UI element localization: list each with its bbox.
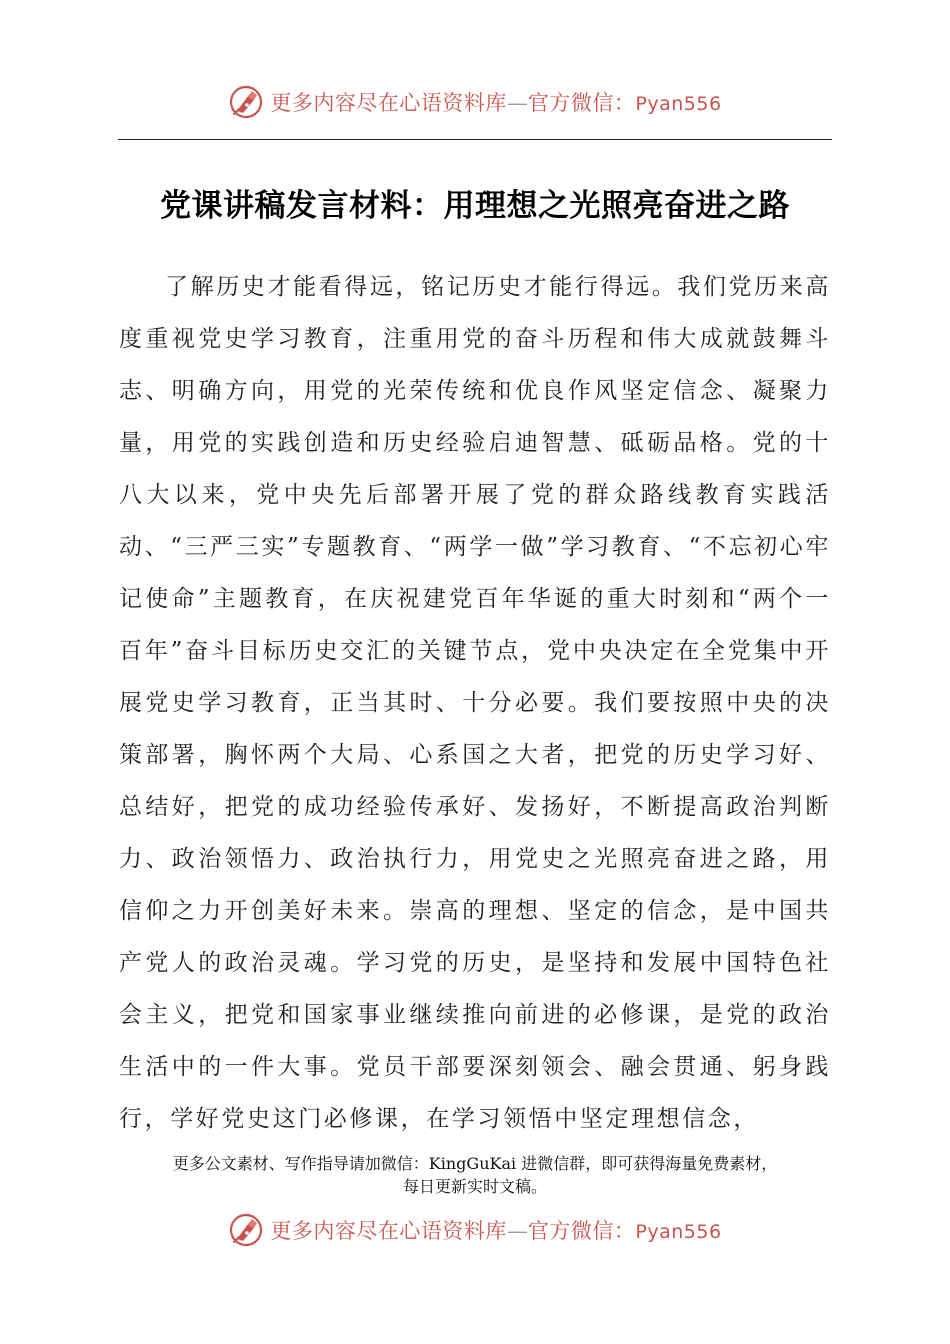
footer-note-line-1: 更多公文素材、写作指导请加微信：KingGuKai 进微信群，即可获得海量免费素材， xyxy=(172,1154,778,1173)
footer-brand-prefix: 更多内容尽在心语资料库 xyxy=(270,1219,507,1243)
header-divider xyxy=(118,139,832,140)
header-brand-separator: — xyxy=(506,91,528,115)
footer-brand-text xyxy=(270,1215,721,1245)
footer-note-line-2: 每日更新实时文稿。 xyxy=(402,1177,547,1196)
footer-brand-separator: — xyxy=(506,1219,528,1243)
document-title: 党课讲稿发言材料：用理想之光照亮奋进之路 xyxy=(160,188,790,224)
pen-nib-icon xyxy=(228,1212,264,1248)
footer-brand-bar xyxy=(0,1208,950,1252)
footer-brand-contact: Pyan556 xyxy=(635,1221,722,1243)
header-brand-official: 官方微信： xyxy=(527,91,636,115)
header-brand-prefix: 更多内容尽在心语资料库 xyxy=(270,91,507,115)
pen-nib-icon xyxy=(228,84,264,120)
footer-brand-official: 官方微信： xyxy=(527,1219,636,1243)
body-paragraph: 了解历史才能看得远，铭记历史才能行得远。我们党历来高度重视党史学习教育，注重用党的奋斗历程和伟大成就鼓舞斗志、明确方向，用党的光荣传统和优良作风坚定信念、凝聚力量，用党的实践创造和历史经验启迪智慧、砥砺品格。党的十八大以来，党中央先后部署开展了党的群众路线教育实践活动、“三严三实”专题教育、“两学一做”学习教育、“不忘初心牢记使命”主题教育，在庆祝建党百年华诞的重大时刻和“两个一百年”奋斗目标历史交汇的关键节点，党中央决定在全党集中开展党史学习教育，正当其时、十分必要。我们要按照中央的决策部署，胸怀两个大局、心系国之大者，把党的历史学习好、总结好，把党的成功经验传承好、发扬好，不断提高政治判断力、政治领悟力、政治执行力，用党史之光照亮奋进之路，用信仰之力开创美好未来。崇高的理想、坚定的信念，是中国共产党人的政治灵魂。学习党的历史，是坚持和发展中国特色社会主义，把党和国家事业继续推向前进的必修课，是党的政治生活中的一件大事。党员干部要深刻领会、融会贯通、躬身践行，学好党史这门必修课，在学习领悟中坚定理想信念， xyxy=(119,274,831,1132)
header-brand-bar xyxy=(0,80,950,124)
header-brand-contact: Pyan556 xyxy=(635,93,722,115)
footer-note xyxy=(0,1152,950,1198)
header-brand-text xyxy=(270,87,721,117)
